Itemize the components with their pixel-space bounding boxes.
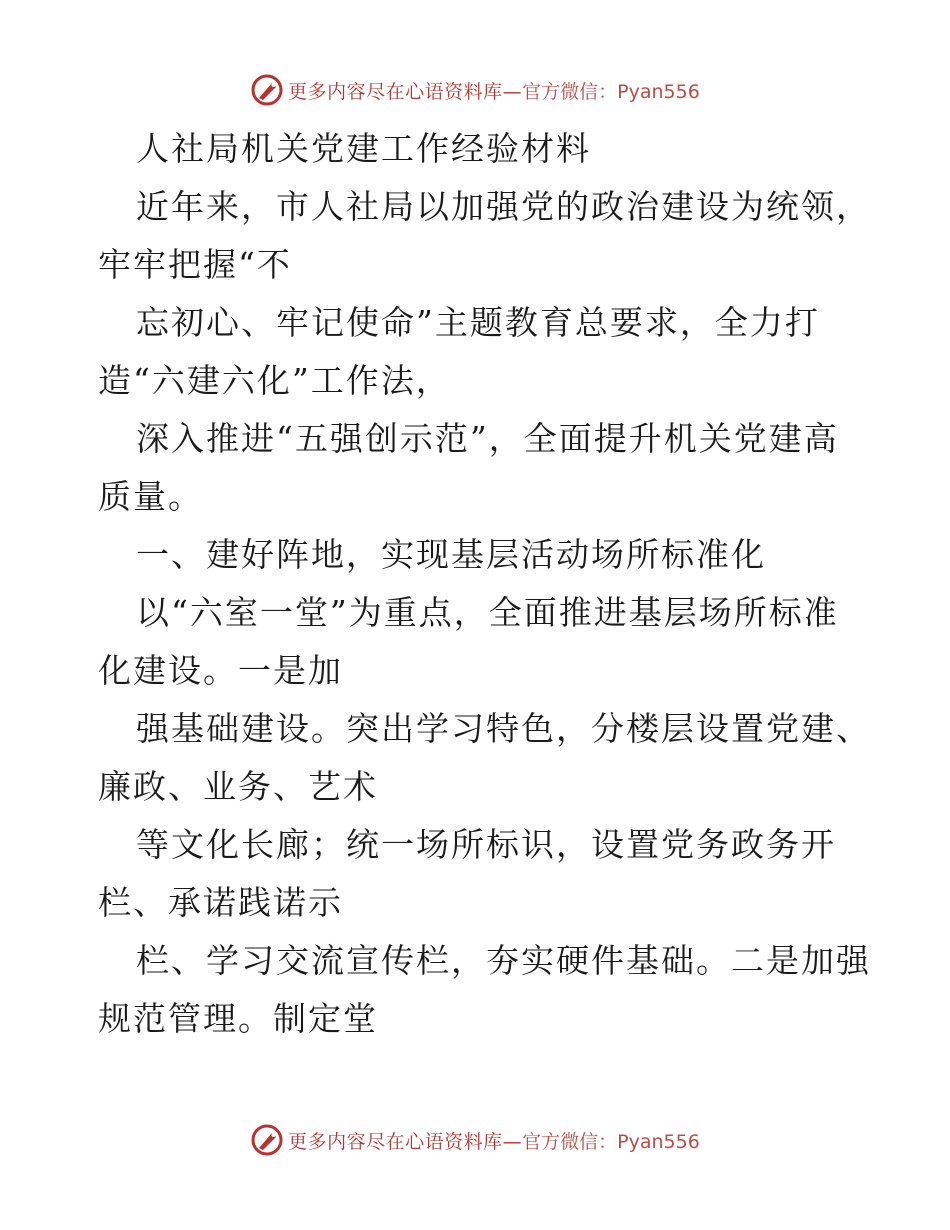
- watermark-wechat: 官方微信：Pyan556: [522, 1130, 700, 1153]
- document-line: 以“六室一堂”为重点，全面推进基层场所标准: [136, 593, 839, 632]
- document-line: 规范管理。制定堂: [98, 999, 378, 1038]
- document-line: 强基础建设。突出学习特色，分楼层设置党建、: [136, 709, 871, 748]
- document-line: 深入推进“五强创示范”，全面提升机关党建高: [136, 419, 839, 458]
- document-line: 一、建好阵地，实现基层活动场所标准化: [136, 535, 766, 574]
- document-line: 等文化长廊；统一场所标识，设置党务政务开: [136, 825, 836, 864]
- document-line: 牢牢把握“不: [98, 245, 292, 284]
- watermark-wechat: 官方微信：Pyan556: [522, 80, 700, 103]
- document-line: 近年来，市人社局以加强党的政治建设为统领，: [136, 187, 871, 226]
- document-line: 造“六建六化”工作法，: [98, 361, 451, 400]
- pen-nib-circle-icon: [250, 1123, 284, 1157]
- footer-watermark: [0, 1120, 950, 1160]
- document-line: 质量。: [98, 477, 203, 516]
- document-line: 廉政、业务、艺术: [98, 767, 378, 806]
- document-line: 栏、承诺践诺示: [98, 883, 343, 922]
- watermark-text: 更多内容尽在心语资料库—: [288, 1130, 523, 1153]
- document-line: 人社局机关党建工作经验材料: [136, 129, 591, 168]
- document-line: 忘初心、牢记使命”主题教育总要求，全力打: [136, 303, 820, 342]
- document-line: 化建设。一是加: [98, 651, 343, 690]
- pen-nib-circle-icon: [250, 73, 284, 107]
- header-watermark: [0, 70, 950, 110]
- document-line: 栏、学习交流宣传栏，夯实硬件基础。二是加强: [136, 941, 871, 980]
- document-body: [98, 120, 898, 1048]
- watermark-text: 更多内容尽在心语资料库—: [288, 80, 523, 103]
